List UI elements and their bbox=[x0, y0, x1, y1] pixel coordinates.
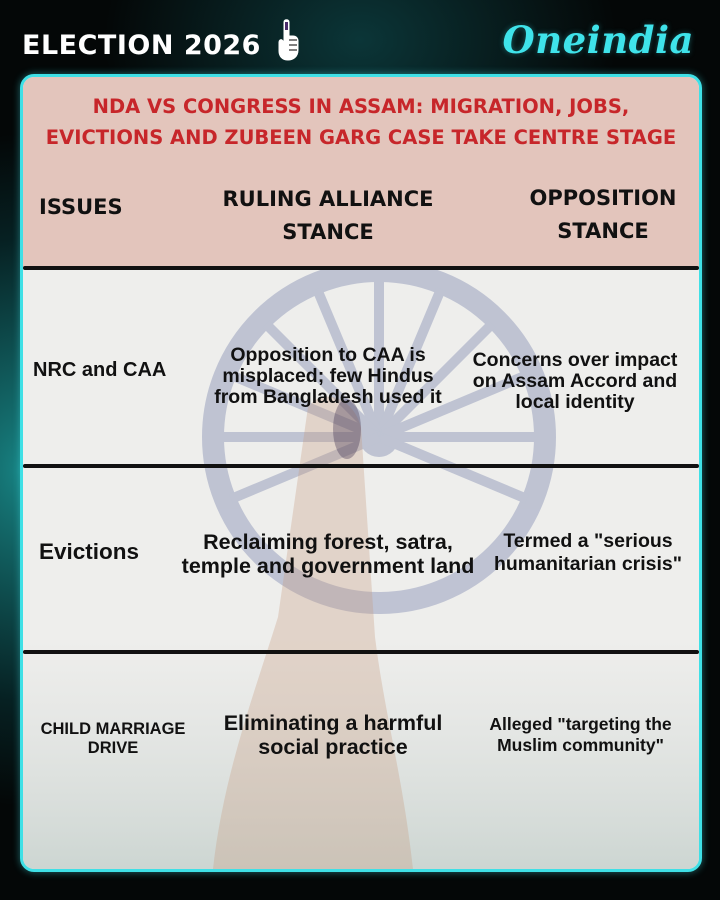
issue-label: NRC and CAA bbox=[33, 359, 167, 381]
row-divider bbox=[23, 266, 699, 270]
issue-cell bbox=[33, 720, 193, 758]
stance-line: temple and government land bbox=[181, 554, 475, 578]
row-divider bbox=[23, 464, 699, 468]
column-header-label: STANCE bbox=[557, 219, 649, 243]
stance-line: humanitarian crisis" bbox=[493, 553, 683, 575]
inked-finger-vote-icon bbox=[272, 18, 310, 62]
row-divider bbox=[23, 650, 699, 654]
stance-line: local identity bbox=[515, 391, 635, 413]
issue-cell bbox=[39, 539, 139, 565]
issue-label: DRIVE bbox=[87, 739, 139, 757]
ruling-stance-cell bbox=[193, 345, 463, 408]
stance-line: misplaced; few Hindus bbox=[222, 365, 434, 387]
column-header-label: STANCE bbox=[282, 220, 374, 244]
headline-line: EVICTIONS AND ZUBEEN GARG CASE TAKE CENTRE STAGE bbox=[45, 126, 677, 149]
stance-line: from Bangladesh used it bbox=[214, 386, 442, 408]
column-header-label: ISSUES bbox=[39, 195, 123, 219]
column-header-opposition bbox=[493, 182, 702, 248]
opposition-stance-cell bbox=[455, 350, 695, 413]
opposition-stance-cell bbox=[483, 530, 693, 576]
column-header-label: OPPOSITION bbox=[529, 186, 677, 210]
ruling-stance-cell bbox=[173, 530, 483, 578]
column-header-label: RULING ALLIANCE bbox=[222, 187, 434, 211]
top-bar bbox=[0, 0, 720, 80]
headline-line: NDA VS CONGRESS IN ASSAM: MIGRATION, JOBS, bbox=[92, 95, 630, 118]
stance-line: Opposition to CAA is bbox=[230, 344, 426, 366]
opposition-stance-cell bbox=[468, 714, 693, 756]
stance-line: social practice bbox=[258, 735, 408, 759]
stance-line: Alleged "targeting the bbox=[489, 714, 672, 734]
election-title: ELECTION 2026 bbox=[22, 30, 261, 61]
ruling-stance-cell bbox=[203, 711, 463, 759]
oneindia-logo: Oneindia bbox=[502, 18, 694, 62]
comparison-card bbox=[20, 74, 702, 872]
issue-label: Evictions bbox=[39, 539, 140, 564]
column-header-ruling bbox=[208, 183, 448, 249]
stance-line: Reclaiming forest, satra, bbox=[203, 530, 453, 554]
stance-line: Concerns over impact bbox=[472, 349, 678, 371]
stance-line: on Assam Accord and bbox=[472, 370, 678, 392]
column-header-issues bbox=[39, 191, 123, 224]
issue-cell bbox=[33, 359, 166, 382]
stance-line: Muslim community" bbox=[497, 735, 664, 755]
stance-line: Eliminating a harmful bbox=[223, 711, 443, 735]
stance-line: Termed a "serious bbox=[503, 530, 673, 552]
headline bbox=[23, 91, 699, 153]
issue-label: CHILD MARRIAGE bbox=[40, 720, 186, 738]
